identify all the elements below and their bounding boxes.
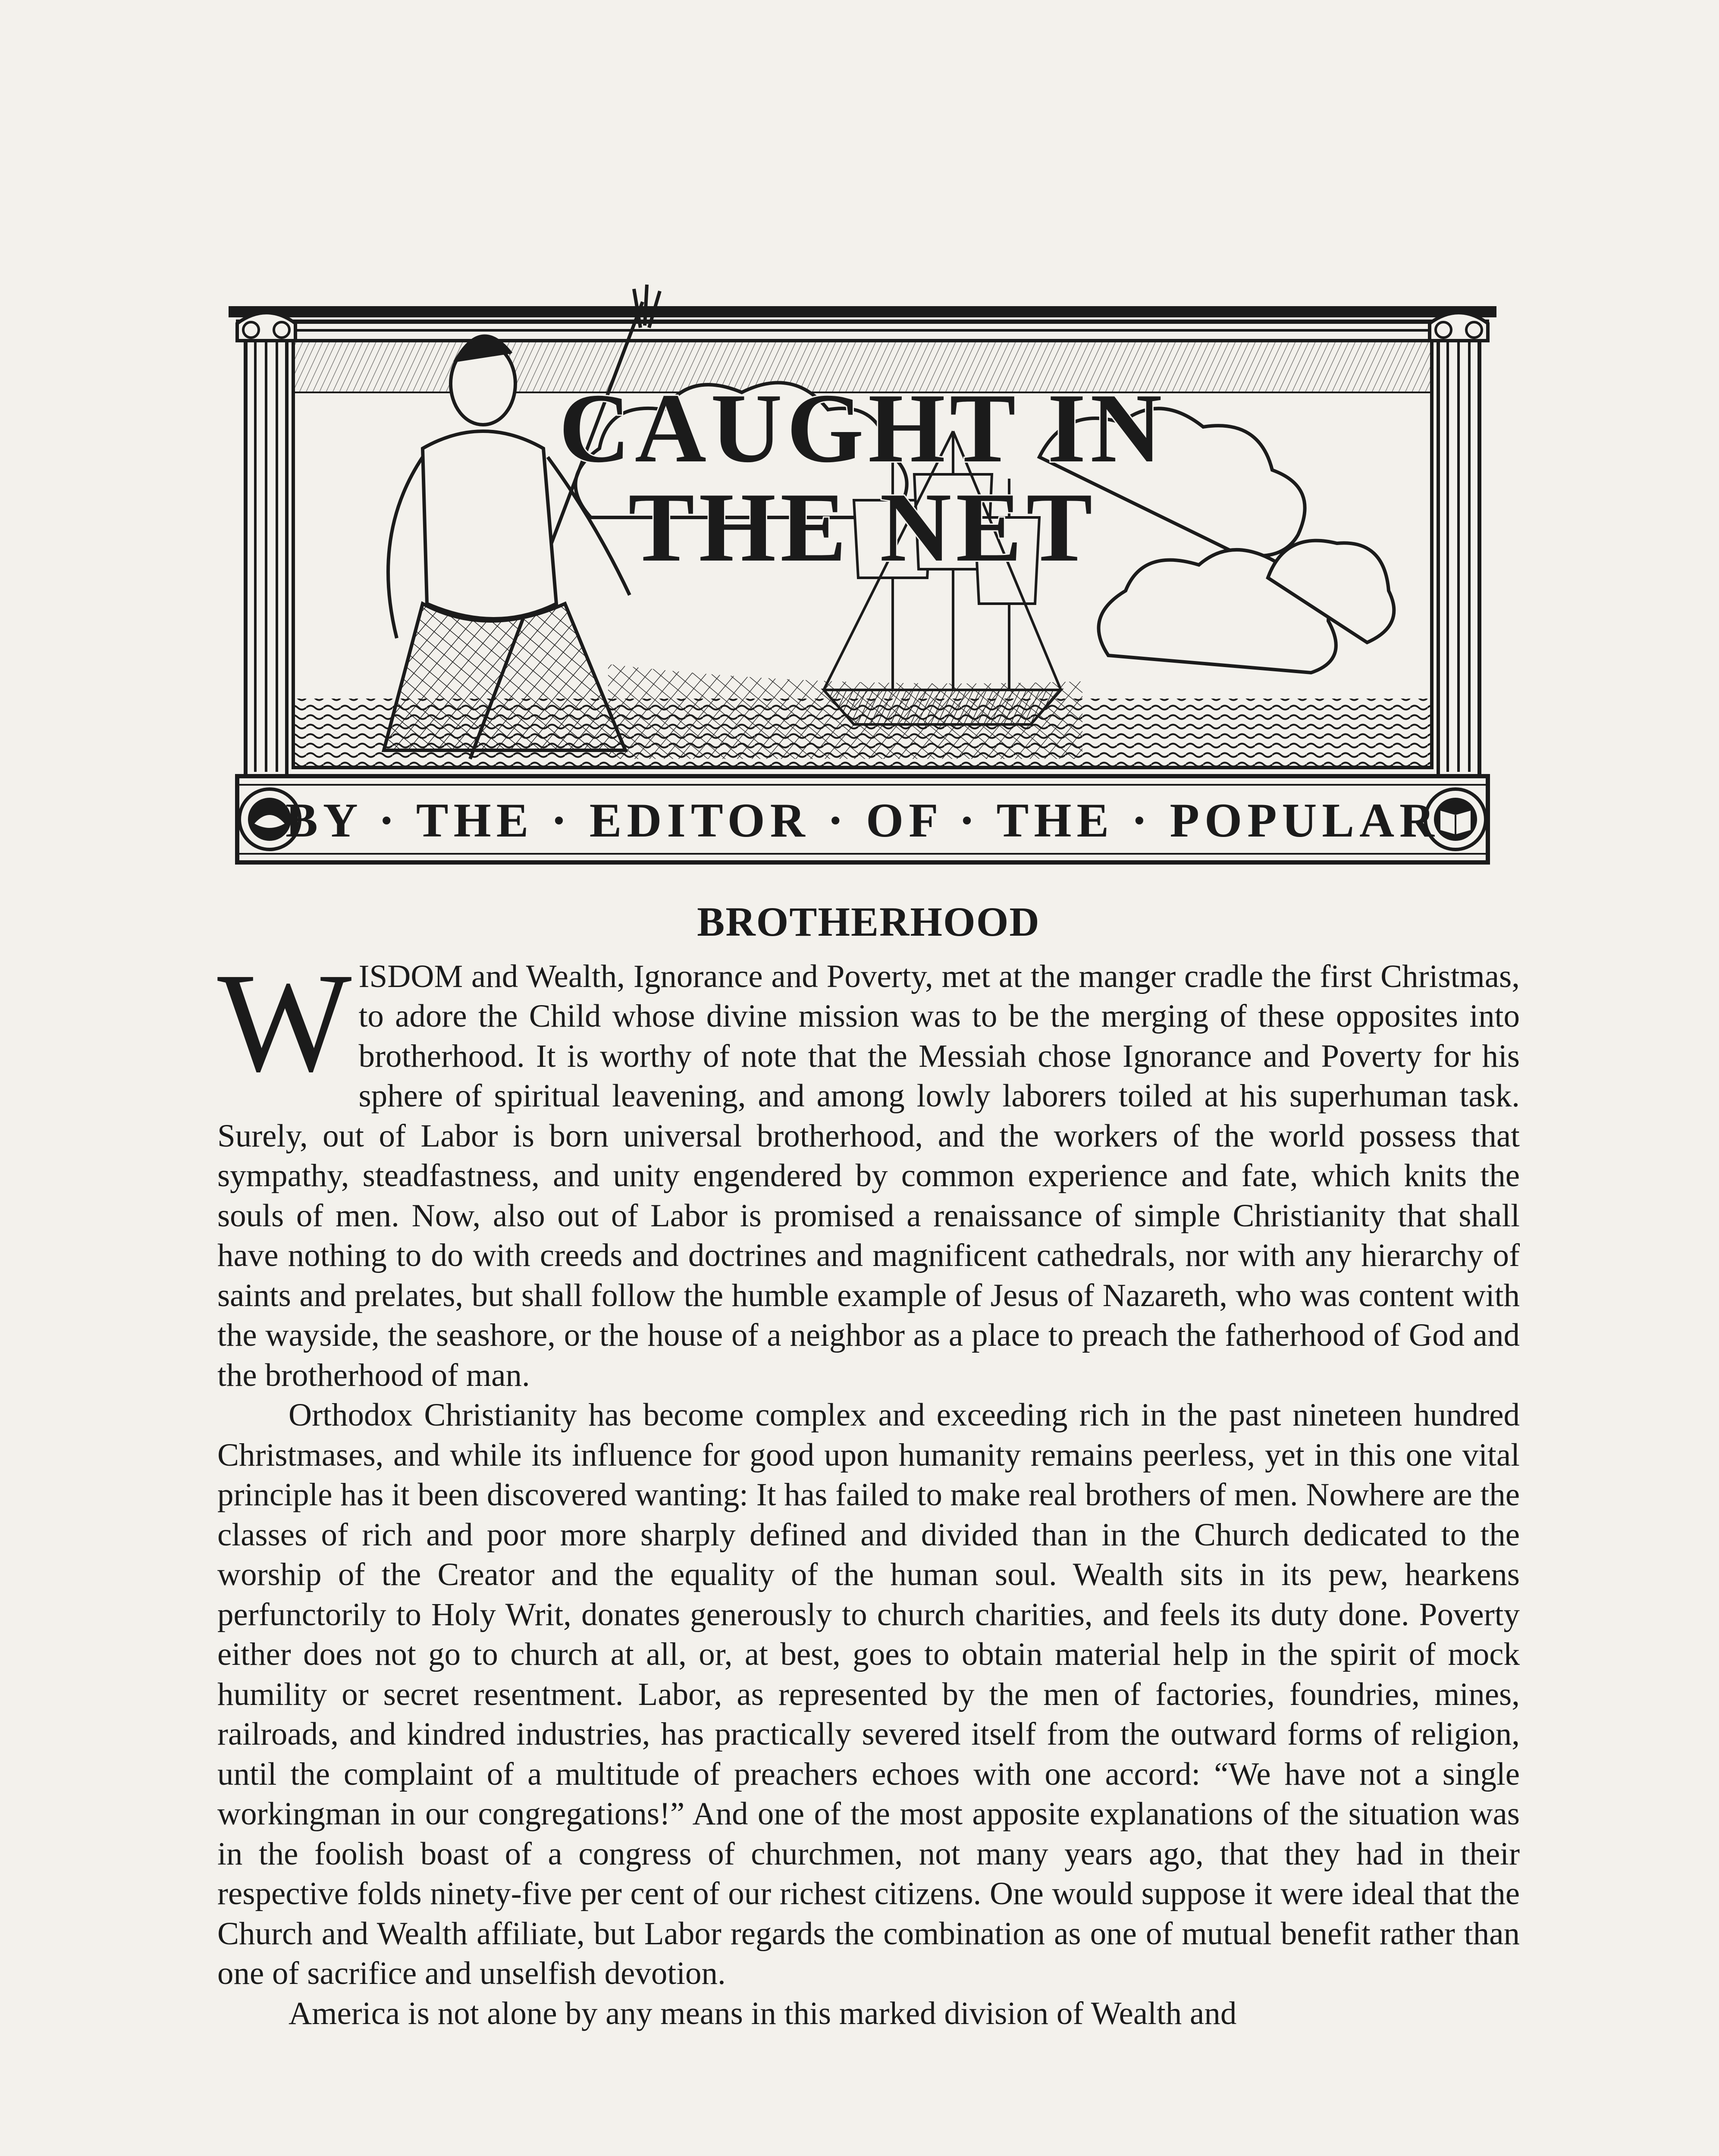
paragraph-1 (217, 943, 1520, 1396)
paragraph-3: America is not alone by any means in this marked division of Wealth and (289, 1995, 1237, 2031)
title-line-2: THE NET (628, 472, 1097, 582)
header-title (559, 373, 1166, 582)
article-body (217, 899, 1520, 2034)
right-column (1430, 313, 1488, 776)
header-illustration (220, 276, 1505, 880)
left-column (237, 313, 295, 776)
byline-text: BY · THE · EDITOR · OF · THE · POPULAR (285, 794, 1440, 847)
drop-cap: W (217, 943, 349, 1101)
byline-banner (237, 776, 1488, 862)
first-word-small-caps: ISDOM (358, 958, 463, 994)
engraving-svg (220, 276, 1505, 880)
section-title: BROTHERHOOD (697, 899, 1040, 945)
paragraph-2: Orthodox Christianity has become complex and exceeding rich in the past nineteen hundred Christmases, and while its influence for good upon humanity remains peerless, yet in this one vital principle has it been discovered wanting: It has failed to make real brothers of men. Nowhere are the classes of rich and poor more sharply defined and divided than in the Church dedicated to the worship of the Creator and the equality of the human soul. Wealth sits in its pew, hearkens perfunctorily to Holy Writ, donates generously to church charities, and feels its duty done. Poverty either does not go to church at all, or, at best, goes to obtain material help in the spirit of mock humility or secret resentment. Labor, as represented by the men of factories, foundries, mines, railroads, and kindred industries, has practically severed itself from the outward forms of religion, until the complaint of a multitude of preachers echoes with one accord: “We have not a single workingman in our congregations!” And one of the most apposite explanations of the situation was in the foolish boast of a congress of churchmen, not many years ago, that they had in their respective folds ninety-five per cent of our richest citizens. One would suppose it were ideal that the Church and Wealth affiliate, but Labor regards the combination as one of mutual benefit rather than one of sacrifice and unselfish devotion. (217, 1397, 1520, 1992)
title-line-1: CAUGHT IN (558, 373, 1167, 483)
paragraph-1-text: and Wealth, Ignorance and Poverty, met at the manger cradle the first Christmas, to adore the Child whose divine mission was to be the merging of these opposites into brotherhood. It is worthy of note that the Messiah chose Ignorance and Poverty for his sphere of spiritual leavening, and among lowly laborers toiled at his superhuman task. Surely, out of Labor is born universal brotherhood, and the workers of the world possess that sympathy, steadfastness, and unity engendered by common experience and fate, which knits the souls of men. Now, also out of Labor is promised a renaissance of simple Christianity that shall have nothing to do with creeds and doctrines and magnificent cathedrals, nor with any hierarchy of saints and prelates, but shall follow the humble example of Jesus of Nazareth, who was content with the wayside, the seashore, or the house of a neighbor as a place to preach the fatherhood of God and the brotherhood of man. (217, 958, 1520, 1393)
